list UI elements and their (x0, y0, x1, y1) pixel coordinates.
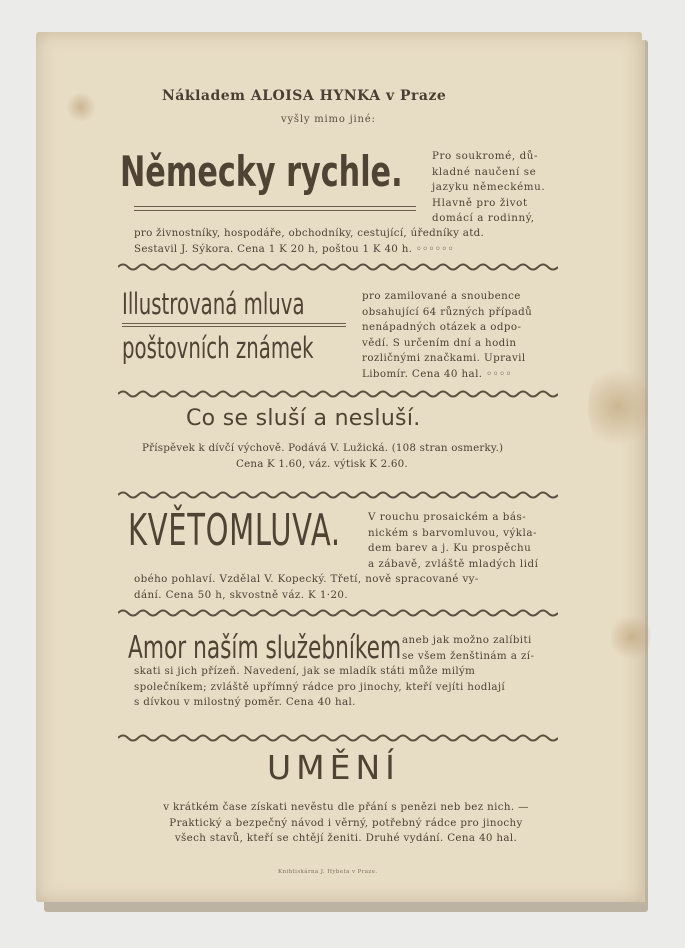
wavy-divider (118, 608, 558, 618)
publisher-subtitle: vyšly mimo jiné: (281, 114, 376, 125)
book-desc-amor-full: skati si jich přízeň. Navedení, jak se mladík státi může milým společníkem; zvláště upřímný rádce pro jinochy, kteří vejíti hodlají s dívkou v milostný poměr. Cena 40 hal. (134, 665, 506, 708)
stain (611, 612, 651, 662)
wavy-divider (118, 733, 558, 743)
title-underline (134, 210, 416, 211)
book-desc-mluva: pro zamilované a snoubence obsahující 64 různých případů nenápadných otázek a odpo- vědí. S určením dní a hodin rozličnými značkami. Upravil Libomír. Cena 40 hal. ◦◦◦◦ (362, 290, 533, 380)
book-title-slusi: Co se sluší a nesluší. (186, 406, 421, 431)
wavy-divider (118, 389, 558, 399)
book-title-nemecky: Německy rychle. (120, 147, 403, 196)
title-underline (122, 323, 346, 324)
book-title-amor: Amor naším služebníkem (128, 630, 402, 666)
book-desc-nemecky: Pro soukromé, dů- kladné naučení se jazyku německému. Hlavně pro život domácí a rodinný, (432, 150, 546, 224)
stain (588, 362, 648, 452)
printer-imprint: Knihtiskárna J. Hybeta v Praze. (278, 869, 378, 875)
book-desc-slusi: Příspěvek k dívčí výchově. Podává V. Lužická. (108 stran osmerky.) Cena K 1.60, váz. výtisk K 2.60. (142, 442, 504, 470)
title-underline (122, 326, 346, 327)
book-desc-kvetomluva-full: obého pohlaví. Vzdělal V. Kopecký. Třetí, nově spracované vy- dání. Cena 50 h, skvostně váz. K 1·20. (134, 573, 479, 601)
publisher-line: Nákladem ALOISA HYNKA v Praze (162, 88, 447, 104)
book-title-umeni: UMĚNÍ (267, 748, 400, 787)
book-title-mluva-line1: Illustrovaná mluva (122, 287, 305, 321)
wavy-divider (118, 262, 558, 272)
title-underline (134, 206, 416, 207)
book-desc-umeni: v krátkém čase získati nevěstu dle přání s penězi neb bez nich. — Praktický a bezpečný návod i věrný, potřebný rádce pro jinochy všech stavů, kteří se chtějí ženiti. Druhé vydání. Cena 40 hal. (163, 801, 529, 844)
book-desc-nemecky-full: pro živnostníky, hospodáře, obchodníky, cestující, úředníky atd. Sestavil J. Sýkora. Cena 1 K 20 h, poštou 1 K 40 h. ◦◦◦◦◦◦ (134, 227, 485, 255)
wavy-divider (118, 490, 558, 500)
book-title-kvetomluva: KVĚTOMLUVA. (128, 505, 341, 556)
book-desc-amor: aneb jak možno zalíbiti se všem ženštinám a zí- (402, 634, 535, 662)
book-title-mluva-line2: poštovních známek (122, 331, 314, 365)
stain (66, 92, 96, 122)
book-desc-kvetomluva: V rouchu prosaickém a bás- nickém s barvomluvou, výkla- dem barev a j. Ku prospěchu a zábavě, zvláště mladých lidí (368, 511, 539, 570)
